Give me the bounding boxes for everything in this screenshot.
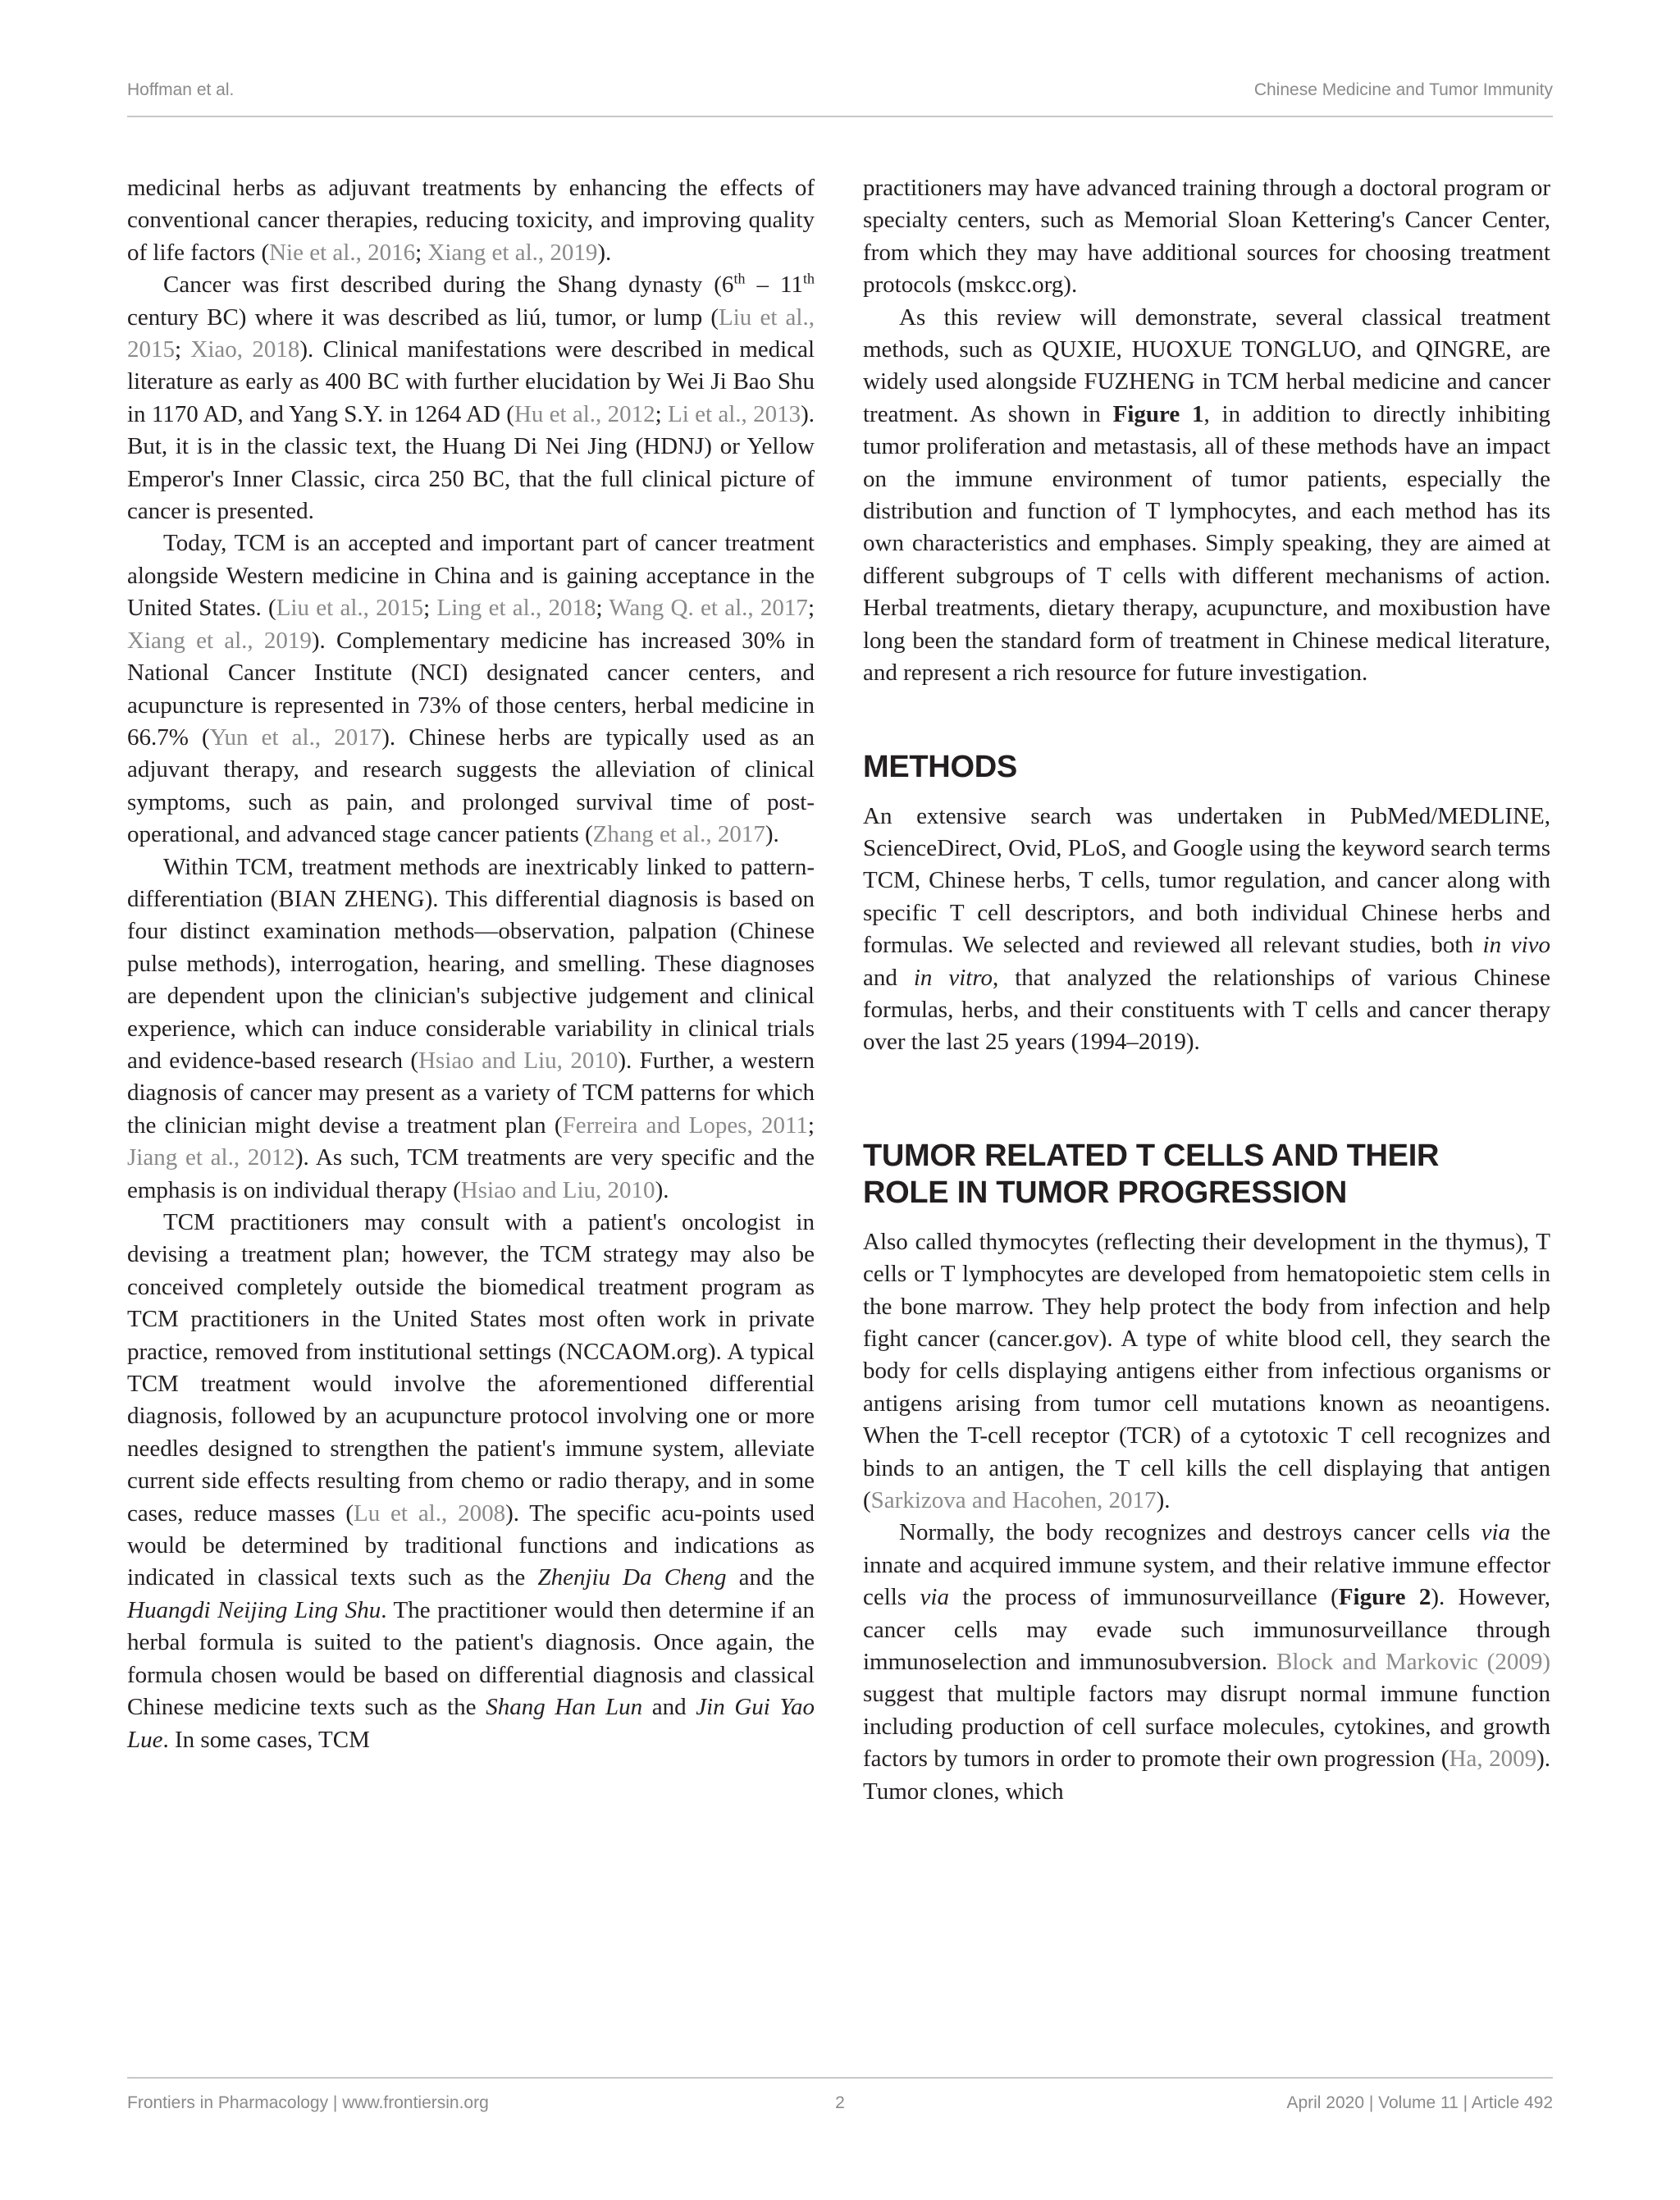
citation-link[interactable]: Ha, 2009 [1449, 1746, 1537, 1773]
figure-link[interactable]: Figure 2 [1338, 1584, 1431, 1611]
citation-link[interactable]: Zhang et al., 2017 [592, 821, 765, 848]
paragraph: medicinal herbs as adjuvant treatments by enhancing the effects of conventional cancer therapies, reducing toxicity, and improving quality of life factors (Nie et al., 2016; Xiang et al., 2019). [127, 175, 815, 266]
citation-link[interactable]: Xiang et al., 2019 [127, 627, 312, 654]
paragraph: Today, TCM is an accepted and important part of cancer treatment alongside Western medicine in China and is gaining acceptance in the United States. (Liu et al., 2015; Ling et al., 2018; Wang Q. et al., 2017; Xiang et al., 2019). Complementary medicine has increased 30% in National Cancer Institute (NCI) designated cancer centers, and acupuncture is represented in 73% of those centers, herbal medicine in 66.7% (Yun et al., 2017). Chinese herbs are typically used as an adjuvant therapy, and research suggests the alleviation of clinical symptoms, such as pain, and prolonged survival time of post-operational, and advanced stage cancer patients (Zhang et al., 2017). [127, 530, 815, 848]
footer-issue: April 2020 | Volume 11 | Article 492 [1286, 2093, 1553, 2112]
footer-journal: Frontiers in Pharmacology | www.frontiersin.org [127, 2093, 489, 2112]
citation-link[interactable]: Sarkizova and Hacohen, 2017 [870, 1487, 1157, 1513]
citation-link[interactable]: Yun et al., 2017 [209, 723, 382, 751]
header-rule [127, 116, 1553, 117]
paragraph: Also called thymocytes (reflecting their development in the thymus), T cells or T lymphocytes are developed from hematopoietic stem cells in the bone marrow. They help protect the body from infection and help fight cancer (cancer.gov). A type of white blood cell, they search the body for cells displaying antigens either from infectious organisms or antigens arising from tumor cell mutations known as neoantigens. When the T-cell receptor (TCR) of a cytotoxic T cell recognizes and binds to an antigen, the T cell kills the cell displaying that antigen (Sarkizova and Hacohen, 2017). [863, 1228, 1550, 1513]
paragraph: TCM practitioners may consult with a patient's oncologist in devising a treatment plan; however, the TCM strategy may also be conceived completely outside the biomedical treatment program as TCM practitioners in the United States most often work in private practice, removed from institutional settings (NCCAOM.org). A typical TCM treatment would involve the aforementioned differential diagnosis, followed by an acupuncture protocol involving one or more needles designed to strengthen the patient's immune system, alleviate current side effects resulting from chemo or radio therapy, and in some cases, reduce masses (Lu et al., 2008). The specific acu-points used would be determined by traditional functions and indications as indicated in classical texts such as the Zhenjiu Da Cheng and the Huangdi Neijing Ling Shu. The practitioner would then determine if an herbal formula is suited to the patient's diagnosis. Once again, the formula chosen would be based on differential diagnosis and classical Chinese medicine texts such as the Shang Han Lun and Jin Gui Yao Lue. In some cases, TCM [127, 1209, 815, 1753]
citation-link[interactable]: Xiao, 2018 [190, 336, 300, 363]
paragraph: Within TCM, treatment methods are inextricably linked to pattern-differentiation (BIAN ZHENG). This differential diagnosis is based on four distinct examination methods—observation, palpation (Chinese pulse methods), interrogation, hearing, and smelling. These diagnoses are dependent upon the clinician's subjective judgement and clinical experience, which can induce considerable variability in clinical trials and evidence-based research (Hsiao and Liu, 2010). Further, a western diagnosis of cancer may present as a variety of TCM patterns for which the clinician might devise a treatment plan (Ferreira and Lopes, 2011; Jiang et al., 2012). As such, TCM treatments are very specific and the emphasis is on individual therapy (Hsiao and Liu, 2010). [127, 853, 815, 1203]
paragraph: Normally, the body recognizes and destroys cancer cells via the innate and acquired immune system, and their relative immune effector cells via the process of immunosurveillance (Figure 2). However, cancer cells may evade such immunosurveillance through immunoselection and immunosubversion. Block and Markovic (2009) suggest that multiple factors may disrupt normal immune function including production of cell surface molecules, cytokines, and growth factors by tumors in order to promote their own progression (Ha, 2009). Tumor clones, which [863, 1519, 1550, 1805]
figure-link[interactable]: Figure 1 [1112, 400, 1204, 427]
citation-link[interactable]: Hu et al., 2012 [514, 400, 655, 427]
section-heading-methods: METHODS [863, 749, 1017, 784]
citation-link[interactable]: Li et al., 2013 [668, 400, 801, 427]
paragraph: As this review will demonstrate, several classical treatment methods, such as QUXIE, HUOXUE TONGLUO, and QINGRE, are widely used alongside FUZHENG in TCM herbal medicine and cancer treatment. As shown in Figure 1, in addition to directly inhibiting tumor proliferation and metastasis, all of these methods have an impact on the immune environment of tumor patients, especially the distribution and function of T lymphocytes, and each method has its own characteristics and emphases. Simply speaking, they are aimed at different subgroups of T cells with different mechanisms of action. Herbal treatments, dietary therapy, acupuncture, and moxibustion have long been the standard form of treatment in Chinese medical literature, and represent a rich resource for future investigation. [863, 304, 1550, 687]
citation-link[interactable]: Xiang et al., 2019 [427, 239, 598, 266]
header-short-title: Chinese Medicine and Tumor Immunity [1253, 80, 1553, 99]
citation-link[interactable]: Nie et al., 2016 [269, 239, 416, 266]
paragraph: practitioners may have advanced training through a doctoral program or specialty centers, such as Memorial Sloan Kettering's Cancer Center, from which they may have additional sources for choosing treatment protocols (mskcc.org). [863, 175, 1550, 299]
right-column [863, 172, 1550, 1808]
left-column [127, 172, 815, 1756]
citation-link[interactable]: Ferreira and Lopes, 2011 [562, 1111, 808, 1139]
footer-rule [127, 2077, 1553, 2079]
citation-link[interactable]: Hsiao and Liu, 2010 [418, 1047, 619, 1074]
citation-link[interactable]: Lu et al., 2008 [354, 1499, 506, 1527]
citation-link[interactable]: Hsiao and Liu, 2010 [460, 1176, 655, 1203]
paragraph: Cancer was first described during the Shang dynasty (6th – 11th century BC) where it was described as liú, tumor, or lump (Liu et al., 2015; Xiao, 2018). Clinical manifestations were described in medical literature as early as 400 BC with further elucidation by Wei Ji Bao Shu in 1170 AD, and Yang S.Y. in 1264 AD (Hu et al., 2012; Li et al., 2013). But, it is in the classic text, the Huang Di Nei Jing (HDNJ) or Yellow Emperor's Inner Classic, circa 250 BC, that the full clinical picture of cancer is presented. [127, 270, 815, 525]
page-number: 2 [835, 2093, 845, 2112]
citation-link[interactable]: Liu et al., 2015 [276, 595, 424, 622]
section-heading-tumor-t-cells: TUMOR RELATED T CELLS AND THEIR ROLE IN TUMOR PROGRESSION [863, 1138, 1440, 1210]
citation-link[interactable]: Wang Q. et al., 2017 [609, 595, 808, 622]
page-footer [127, 2093, 1553, 2121]
paragraph: An extensive search was undertaken in PubMed/MEDLINE, ScienceDirect, Ovid, PLoS, and Google using the keyword search terms TCM, Chinese herbs, T cells, tumor regulation, and cancer along with specific T cell descriptors, and both individual Chinese herbs and formulas. We selected and reviewed all relevant studies, both in vivo and in vitro, that analyzed the relationships of various Chinese formulas, herbs, and their constituents with T cells and cancer therapy over the last 25 years (1994–2019). [863, 802, 1551, 1056]
citation-link[interactable]: Jiang et al., 2012 [127, 1144, 295, 1171]
citation-link[interactable]: Liu et al., 2015 [127, 304, 815, 363]
citation-link[interactable]: Ling et al., 2018 [436, 595, 596, 622]
citation-link[interactable]: Block and Markovic (2009) [1276, 1649, 1550, 1676]
header-authors: Hoffman et al. [127, 80, 235, 99]
running-header [127, 80, 1553, 108]
